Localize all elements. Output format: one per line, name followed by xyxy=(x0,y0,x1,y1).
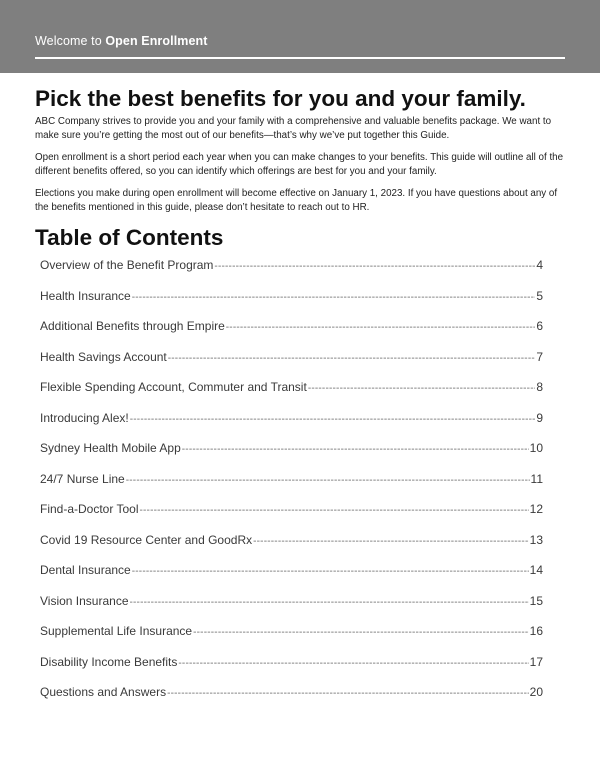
toc-entry-page: 14 xyxy=(529,563,543,577)
toc-entry-page: 8 xyxy=(536,380,543,394)
toc-title: Table of Contents xyxy=(35,225,224,250)
toc-entry-page: 13 xyxy=(529,532,543,547)
toc-entry-label: Flexible Spending Account, Commuter and Transit xyxy=(40,380,307,394)
toc-leader-dots xyxy=(182,444,529,455)
toc-entry-nurse-line[interactable] xyxy=(40,472,543,503)
toc-entry-find-a-doctor[interactable] xyxy=(40,502,543,533)
toc-entry-questions[interactable] xyxy=(40,685,543,716)
toc-entry-label: Covid 19 Resource Center and GoodRx xyxy=(40,532,253,547)
banner-title xyxy=(35,34,208,48)
toc-leader-dots xyxy=(132,292,536,303)
toc-entry-sydney-app[interactable] xyxy=(40,441,543,472)
toc-entry-alex[interactable] xyxy=(40,411,543,442)
toc-entry-label: Dental Insurance xyxy=(40,563,131,577)
toc-entry-page: 20 xyxy=(529,685,543,699)
toc-entry-supplemental-life[interactable] xyxy=(40,624,543,655)
intro-section xyxy=(35,115,565,222)
toc-entry-label: Vision Insurance xyxy=(40,593,129,608)
toc-entry-fsa[interactable] xyxy=(40,380,543,411)
toc-entry-page: 15 xyxy=(529,593,543,608)
toc-entry-label: Disability Income Benefits xyxy=(40,654,178,669)
toc-leader-dots xyxy=(126,475,530,486)
table-of-contents xyxy=(40,258,543,716)
toc-leader-dots xyxy=(130,597,529,608)
toc-entry-label: Introducing Alex! xyxy=(40,410,129,425)
toc-entry-page: 12 xyxy=(529,502,543,516)
toc-leader-dots xyxy=(253,536,529,547)
toc-entry-page: 9 xyxy=(536,410,543,425)
toc-entry-label: Questions and Answers xyxy=(40,685,167,699)
toc-entry-label: Sydney Health Mobile App xyxy=(40,441,181,455)
intro-paragraph-1: ABC Company strives to provide you and your family with a comprehensive and valuable benefits package. We want to make sure you’re getting the most out of our benefits—that’s why we’ve put together this Guide. xyxy=(35,116,552,142)
header-banner xyxy=(0,0,600,73)
toc-entry-label: Health Savings Account xyxy=(40,349,167,364)
toc-entry-label: Find-a-Doctor Tool xyxy=(40,502,139,516)
intro-paragraph-3: Elections you make during open enrollment will become effective on January 1, 2023. If you have questions about any of the benefits mentioned in this guide, please don’t hesitate to reach out to HR. xyxy=(35,187,558,214)
toc-entry-vision[interactable] xyxy=(40,594,543,625)
toc-entry-page: 17 xyxy=(529,654,543,669)
toc-leader-dots xyxy=(132,566,529,577)
toc-entry-label: Health Insurance xyxy=(40,288,131,303)
toc-entry-label: 24/7 Nurse Line xyxy=(40,471,125,486)
toc-entry-label: Overview of the Benefit Program xyxy=(40,258,214,272)
toc-entry-label: Additional Benefits through Empire xyxy=(40,319,225,333)
toc-entry-page: 6 xyxy=(536,319,543,333)
toc-leader-dots xyxy=(168,353,536,364)
toc-leader-dots xyxy=(167,688,529,699)
toc-leader-dots xyxy=(193,627,529,638)
banner-title-bold: Open Enrollment xyxy=(105,34,208,48)
toc-entry-page: 11 xyxy=(530,471,543,486)
toc-entry-covid-goodrx[interactable] xyxy=(40,533,543,564)
toc-entry-health-insurance[interactable] xyxy=(40,289,543,320)
toc-entry-page: 5 xyxy=(536,288,543,303)
page-headline: Pick the best benefits for you and your family. xyxy=(35,86,526,111)
toc-entry-page: 7 xyxy=(536,349,543,364)
intro-paragraph-2: Open enrollment is a short period each year when you can make changes to your benefits. This guide will outline all of the different benefits offered, so you can identify which offerings are best for you and your family. xyxy=(35,151,564,178)
toc-entry-page: 4 xyxy=(536,258,543,272)
toc-entry-hsa[interactable] xyxy=(40,350,543,381)
toc-leader-dots xyxy=(178,658,528,669)
toc-entry-overview[interactable] xyxy=(40,258,543,289)
toc-leader-dots xyxy=(226,322,536,333)
toc-entry-label: Supplemental Life Insurance xyxy=(40,624,193,638)
toc-entry-page: 10 xyxy=(529,441,543,455)
toc-leader-dots xyxy=(139,505,528,516)
banner-prefix: Welcome to xyxy=(35,34,106,48)
toc-leader-dots xyxy=(214,261,535,272)
toc-leader-dots xyxy=(308,383,536,394)
toc-leader-dots xyxy=(130,414,536,425)
toc-entry-page: 16 xyxy=(529,624,543,638)
toc-entry-additional-benefits[interactable] xyxy=(40,319,543,350)
banner-divider xyxy=(35,57,565,59)
toc-entry-dental[interactable] xyxy=(40,563,543,594)
toc-entry-disability[interactable] xyxy=(40,655,543,686)
